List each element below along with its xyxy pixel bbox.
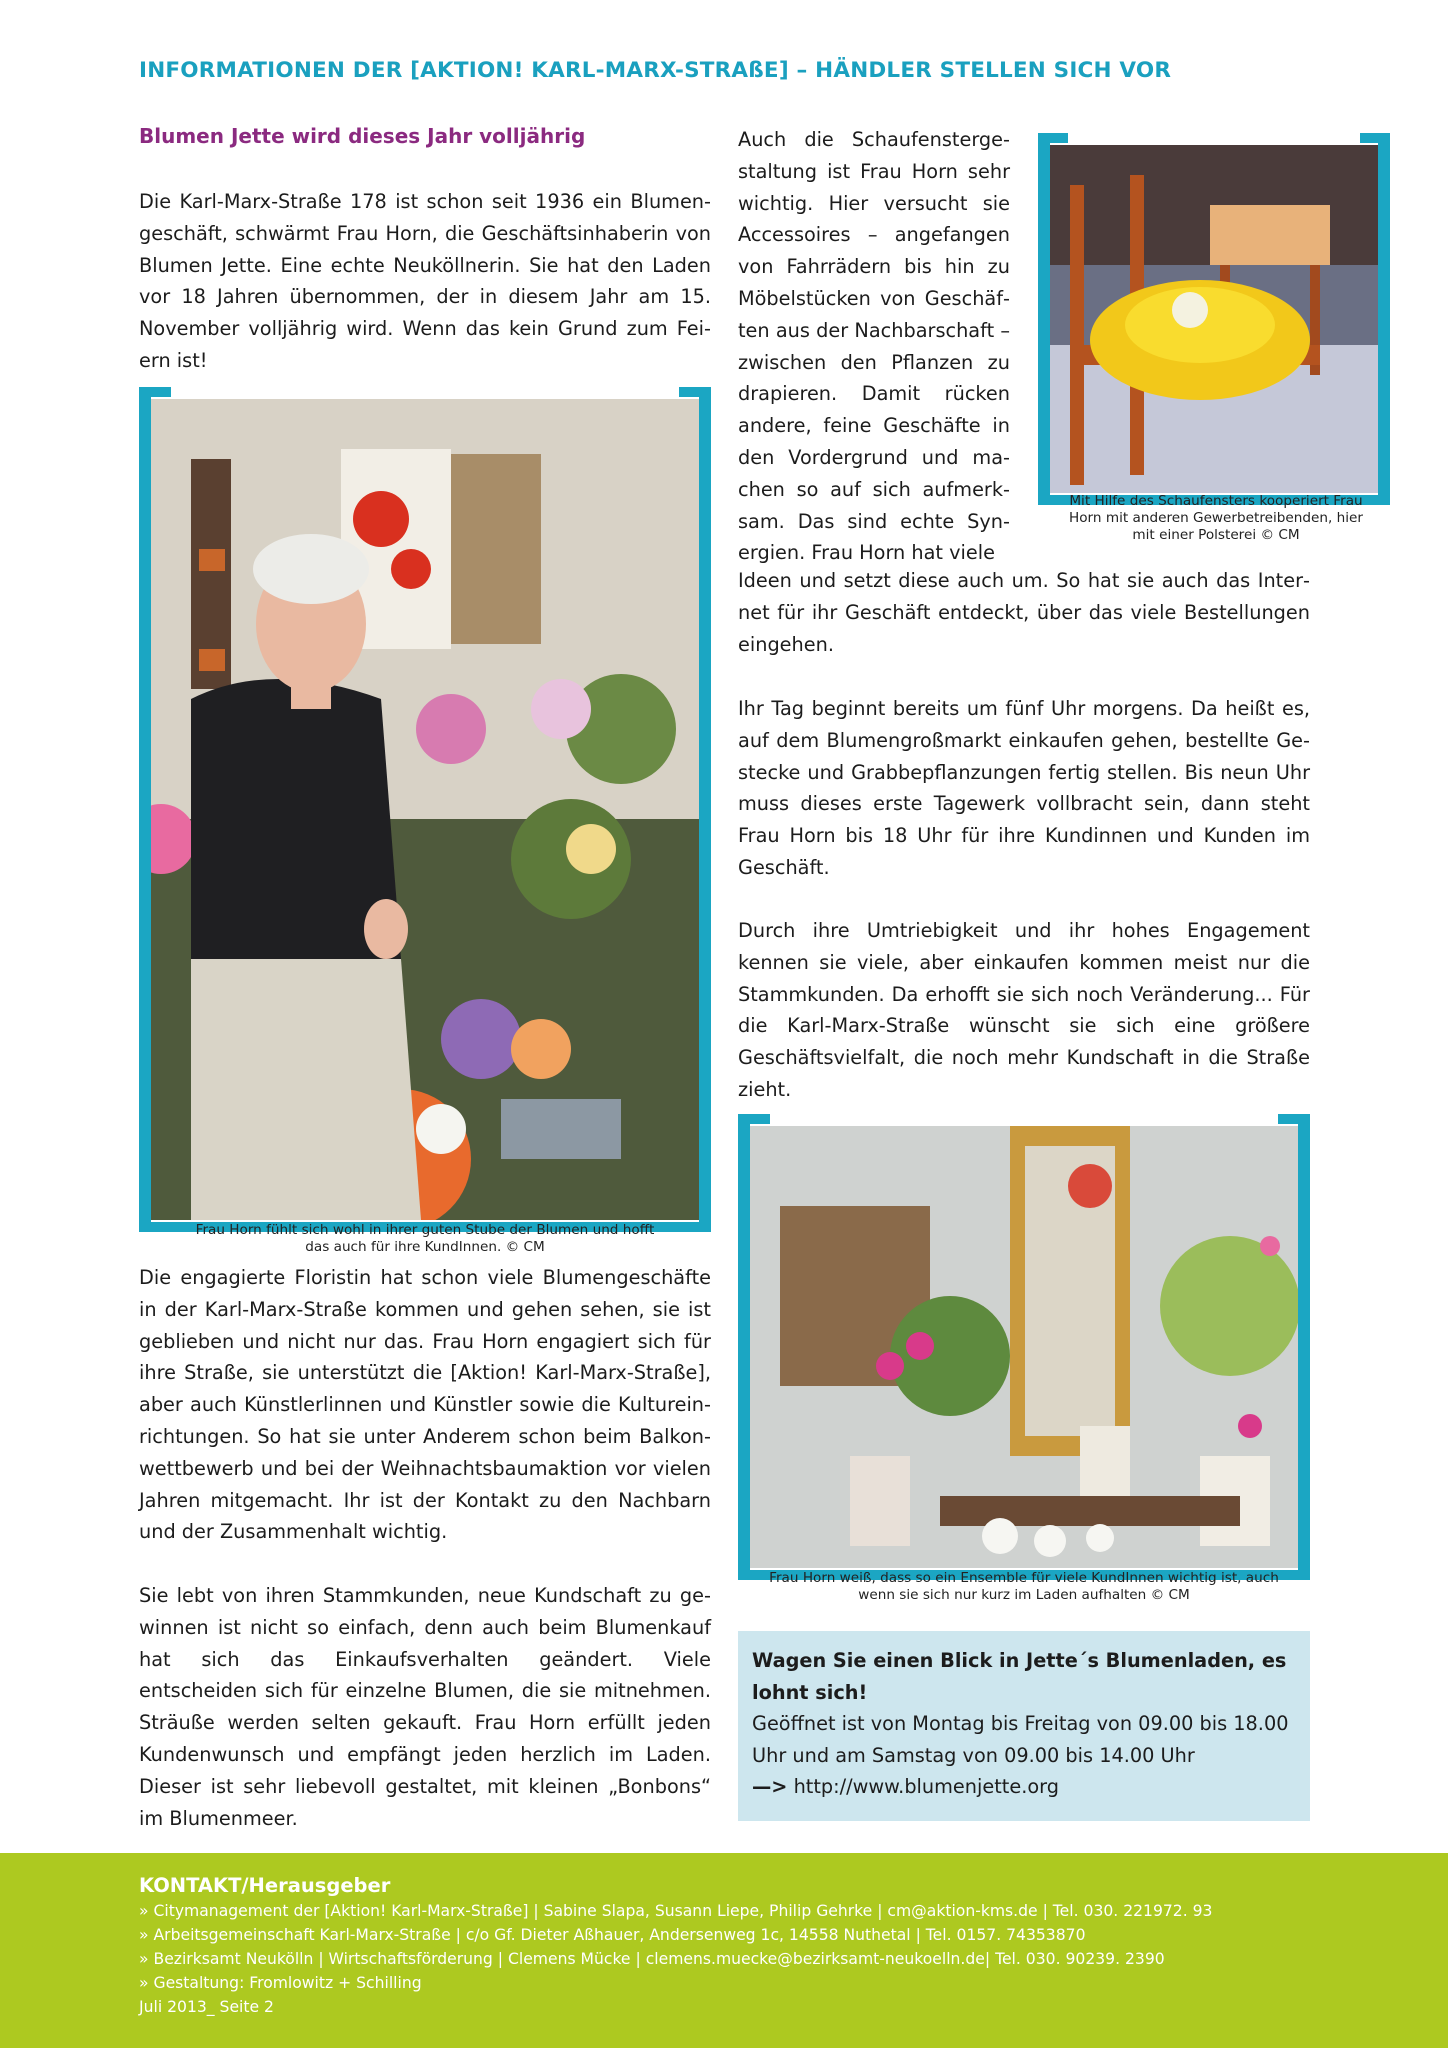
shop-window-photo <box>1050 145 1378 493</box>
website-row <box>752 1771 1296 1803</box>
paragraph-engagement: Die engagierte Floristin hat schon viele Blumengeschäfte in der Karl-Marx-Straße kommen und gehen sehen, sie ist geblieben und nicht nur das. Frau Horn engagiert sich für ihre Straße, sie unterstützt die [Aktion! Karl-Marx-Straße], aber auch Künstlerlinnen und Künstler sowie die Kultureinrichtungen. So hat sie unter Anderem schon beim Balkonwettbewerb und bei der Weihnachtsbaumaktion vor vielen Jahren mitgemacht. Ihr ist der Kontakt zu den Nachbarn und der Zusammenhalt wichtig. <box>139 1266 711 1544</box>
portrait-caption: Frau Horn fühlt sich wohl in ihrer guten Stube der Blumen und hofft das auch für ihre KundInnen. © CM <box>195 1222 655 1255</box>
opening-hours: Geöffnet ist von Montag bis Freitag von 09.00 bis 18.00 Uhr und am Samstag von 09.00 bis 14.00 Uhr <box>752 1712 1289 1767</box>
website-link[interactable]: http://www.blumenjette.org <box>793 1775 1059 1798</box>
info-box-title: Wagen Sie einen Blick in Jette´s Blumenladen, es lohnt sich! <box>752 1649 1287 1704</box>
paragraph-intro: Die Karl-Marx-Straße 178 ist schon seit 1936 ein Blumengeschäft, schwärmt Frau Horn, die Geschäftsinhaberin von Blumen Jette. Eine echte Neuköllnerin. Sie hat den Laden vor 18 Jahren übernommen, der in diesem Jahr am 15. November volljährig wird. Wenn das kein Grund zum Feiern ist! <box>139 190 711 372</box>
footer-citymanagement: » Citymanagement der [Aktion! Karl-Marx-Straße] | Sabine Slapa, Susann Liepe, Philip Gehrke | cm@aktion-kms.de | Tel. 030. 221972. 93 <box>139 1902 1213 1920</box>
footer-design-credit: » Gestaltung: Fromlowitz + Schilling <box>139 1974 422 1992</box>
ensemble-photo-frame <box>738 1114 1310 1580</box>
paragraph-regulars: Sie lebt von ihren Stammkunden, neue Kundschaft zu gewinnen ist nicht so einfach, denn auch beim Blumenkauf hat sich das Einkaufsverhalten geändert. Viele entscheiden sich für einzelne Blumen, die sie mitnehmen. Sträuße werden selten gekauft. Frau Horn erfüllt jeden Kundenwunsch und empfängt jeden herzlich im Laden. Dieser ist sehr liebevoll gestaltet, mit kleinen „Bonbons“ im Blumenmeer. <box>139 1584 711 1830</box>
info-box <box>738 1631 1310 1821</box>
contact-footer <box>0 1853 1448 2048</box>
paragraph-hopes: Durch ihre Umtriebigkeit und ihr hohes Engagement kennen sie viele, aber einkaufen kommen meist nur die Stammkunden. Da erhofft sie sich noch Veränderung... Für die Karl-Marx-Straße wünscht sie sich eine größere Geschäftsvielfalt, die noch mehr Kundschaft in die Straße zieht. <box>738 919 1310 1101</box>
window-caption: Mit Hilfe des Schaufensters kooperiert Frau Horn mit anderen Gewerbetreibenden, hier mit einer Polsterei © CM <box>1069 493 1363 543</box>
page-header: INFORMATIONEN DER [AKTION! KARL-MARX-STRAßE] – HÄNDLER STELLEN SICH VOR <box>139 58 1172 83</box>
arrow-icon: —> <box>752 1775 788 1798</box>
portrait-photo-frame <box>139 387 711 1232</box>
ensemble-photo <box>750 1126 1298 1568</box>
footer-arbeitsgemeinschaft: » Arbeitsgemeinschaft Karl-Marx-Straße | c/o Gf. Dieter Aßhauer, Andersenweg 1c, 14558 Nuthetal | Tel. 0157. 74353870 <box>139 1926 1086 1944</box>
footer-page-date: Juli 2013_ Seite 2 <box>139 1998 274 2016</box>
florist-portrait-photo <box>151 399 699 1220</box>
ensemble-caption: Frau Horn weiß, dass so ein Ensemble für viele KundInnen wichtig ist, auch wenn sie sich nur kurz im Laden aufhalten © CM <box>769 1570 1279 1603</box>
paragraph-daily-routine: Ihr Tag beginnt bereits um fünf Uhr morgens. Da heißt es, auf dem Blumengroßmarkt einkaufen gehen, bestellte Gestecke und Grabbepflanzungen fertig stellen. Bis neun Uhr muss dieses erste Tagewerk vollbracht sein, dann steht Frau Horn bis 18 Uhr für ihre Kundinnen und Kunden im Geschäft. <box>738 697 1310 879</box>
footer-bezirksamt: » Bezirksamt Neukölln | Wirtschaftsförderung | Clemens Mücke | clemens.muecke@bezirksamt-neukoelln.de| Tel. 030. 90239. 2390 <box>139 1950 1165 1968</box>
window-photo-frame <box>1038 133 1390 505</box>
paragraph-internet: Ideen und setzt diese auch um. So hat sie auch das Internet für ihr Geschäft entdeckt, über das viele Bestellungen eingehen. <box>738 569 1310 656</box>
footer-heading: KONTAKT/Herausgeber <box>139 1874 391 1897</box>
article-headline: Blumen Jette wird dieses Jahr volljährig <box>139 124 586 148</box>
paragraph-shop-window: Auch die Schaufenstergestaltung ist Frau Horn sehr wichtig. Hier versucht sie Accessoires – angefangen von Fahrrädern bis hin zu Möbelstücken von Geschäften aus der Nachbarschaft – zwischen den Pflanzen zu drapieren. Damit rücken andere, feine Geschäfte in den Vordergrund und machen so auf sich aufmerksam. Das sind echte Synergien. Frau Horn hat viele <box>738 128 1010 565</box>
